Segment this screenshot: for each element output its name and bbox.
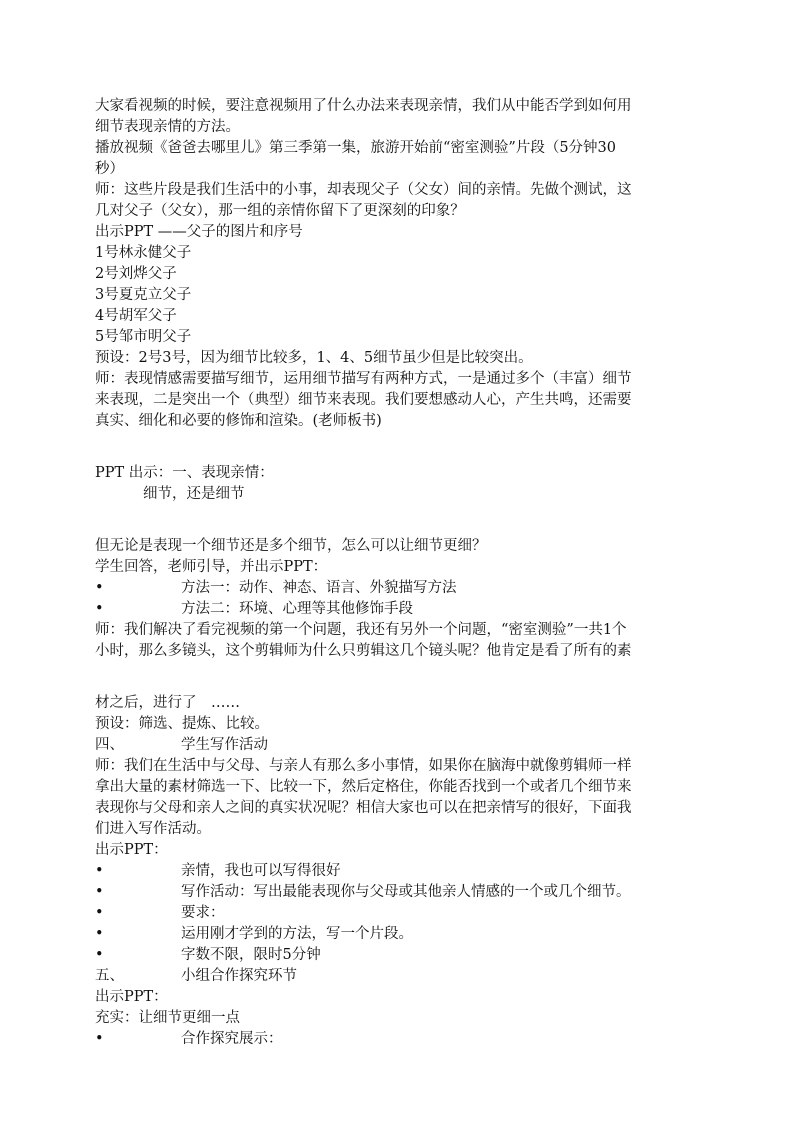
spacer xyxy=(95,662,700,693)
list-item: 4号胡军父子 xyxy=(95,308,177,324)
paragraph-line: 师：我们解决了看完视频的第一个问题，我还有另外一个问题，“密室测验”一共1个 xyxy=(95,622,627,638)
paragraph-line: 出示PPT ——父子的图片和序号 xyxy=(95,224,303,240)
bullet-text: 方法二：环境、心理等其他修饰手段 xyxy=(181,601,413,617)
bullet-text: 方法一：动作、神态、语言、外貌描写方法 xyxy=(181,580,457,596)
spacer xyxy=(95,432,700,463)
bullet-text: 要求： xyxy=(181,905,225,921)
paragraph-line: 小时，那么多镜头，这个剪辑师为什么只剪辑这几个镜头呢？他肯定是看了所有的素 xyxy=(95,643,632,659)
paragraph-line: 师：这些片段是我们生活中的小事，却表现父子（父女）间的亲情。先做个测试，这 xyxy=(95,182,632,198)
section-title: 学生写作活动 xyxy=(181,737,268,753)
paragraph-line: 表现你与父母和亲人之间的真实状况呢？相信大家也可以在把亲情写的很好，下面我 xyxy=(95,800,632,816)
paragraph-line: 几对父子（父女），那一组的亲情你留下了更深刻的印象？ xyxy=(95,203,465,219)
section-number: 五、 xyxy=(95,968,124,984)
ppt-heading: PPT 出示：一、表现亲情： xyxy=(95,465,274,481)
bullet-marker: • xyxy=(95,1031,104,1047)
paragraph-line: 充实：让细节更细一点 xyxy=(95,1010,240,1026)
bullet-marker: • xyxy=(95,947,104,963)
bullet-item xyxy=(95,578,700,599)
bullet-item xyxy=(95,1029,700,1050)
paragraph-line: 学生回答，老师引导，并出示PPT： xyxy=(95,559,328,575)
paragraph-line: 细节表现亲情的方法。 xyxy=(95,119,240,135)
list-item: 5号邹市明父子 xyxy=(95,329,192,345)
bullet-text: 运用刚才学到的方法，写一个片段。 xyxy=(181,926,413,942)
bullet-text: 写作活动：写出最能表现你与父母或其他亲人情感的一个或几个细节。 xyxy=(181,884,631,900)
paragraph-line: 大家看视频的时候，要注意视频用了什么办法来表现亲情，我们从中能否学到如何用 xyxy=(95,98,632,114)
paragraph-line: 预设：2号3号，因为细节比较多，1、4、5细节虽少但是比较突出。 xyxy=(95,350,533,366)
section-number: 四、 xyxy=(95,737,124,753)
bullet-item xyxy=(95,861,700,882)
paragraph-line: 真实、细化和必要的修饰和渲染。(老师板书) xyxy=(95,413,382,429)
spacer xyxy=(95,505,700,536)
paragraph-line: 播放视频《爸爸去哪里儿》第三季第一集，旅游开始前“密室测验”片段（5分钟30 xyxy=(95,140,616,156)
bullet-marker: • xyxy=(95,884,104,900)
ppt-subheading: 细节，还是细节 xyxy=(143,486,245,502)
bullet-marker: • xyxy=(95,580,104,596)
bullet-item xyxy=(95,945,700,966)
paragraph-line: 师：表现情感需要描写细节，运用细节描写有两种方式，一是通过多个（丰富）细节 xyxy=(95,371,632,387)
paragraph-line: 师：我们在生活中与父母、与亲人有那么多小事情，如果你在脑海中就像剪辑师一样 xyxy=(95,758,632,774)
section-title: 小组合作探究环节 xyxy=(181,968,297,984)
bullet-item xyxy=(95,882,700,903)
bullet-marker: • xyxy=(95,863,104,879)
bullet-text: 合作探究展示： xyxy=(181,1031,283,1047)
paragraph-line: 来表现，二是突出一个（典型）细节来表现。我们要想感动人心，产生共鸣，还需要 xyxy=(95,392,632,408)
section-heading-5 xyxy=(95,966,700,987)
bullet-marker: • xyxy=(95,905,104,921)
list-item: 1号林永健父子 xyxy=(95,245,192,261)
paragraph-line: 拿出大量的素材筛选一下、比较一下，然后定格住，你能否找到一个或者几个细节来 xyxy=(95,779,632,795)
bullet-item xyxy=(95,924,700,945)
paragraph-line: 秒） xyxy=(95,161,124,177)
list-item: 3号夏克立父子 xyxy=(95,287,192,303)
list-item: 2号刘烨父子 xyxy=(95,266,177,282)
bullet-item xyxy=(95,903,700,924)
paragraph-line: 但无论是表现一个细节还是多个细节，怎么可以让细节更细？ xyxy=(95,538,487,554)
paragraph-line: 出示PPT： xyxy=(95,989,168,1005)
paragraph-line: 预设：筛选、提炼、比较。 xyxy=(95,716,269,732)
bullet-marker: • xyxy=(95,601,104,617)
document-page xyxy=(95,96,700,1050)
paragraph-line: 们进入写作活动。 xyxy=(95,821,211,837)
bullet-text: 字数不限，限时5分钟 xyxy=(181,947,321,963)
bullet-marker: • xyxy=(95,926,104,942)
bullet-text: 亲情，我也可以写得很好 xyxy=(181,863,341,879)
paragraph-line: 出示PPT： xyxy=(95,842,168,858)
bullet-item xyxy=(95,599,700,620)
section-heading-4 xyxy=(95,735,700,756)
paragraph-line: 材之后，进行了 …… xyxy=(95,695,240,711)
